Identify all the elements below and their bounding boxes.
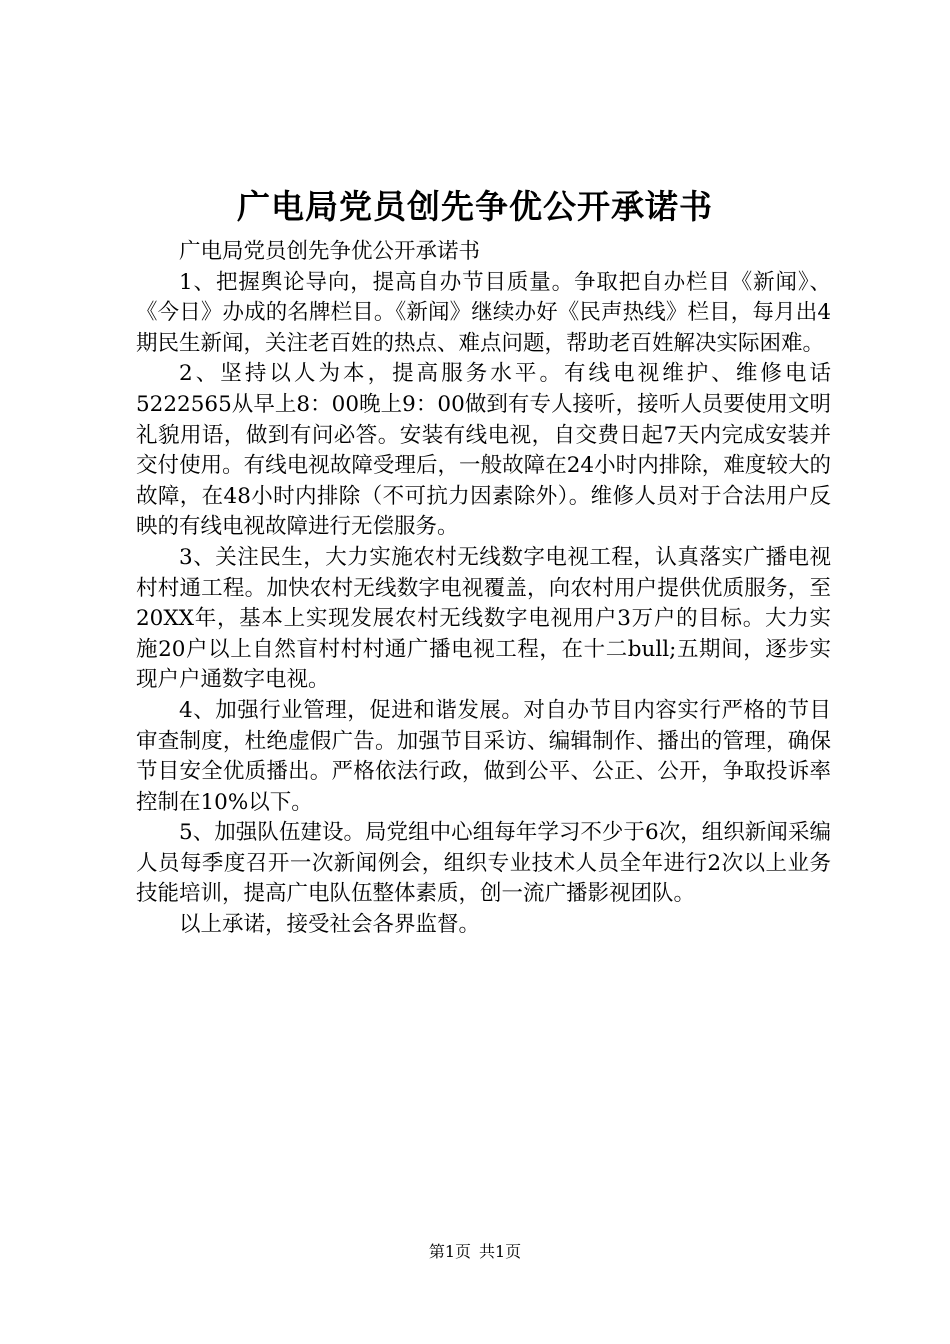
paragraph-item-3: 3、关注民生，大力实施农村无线数字电视工程，认真落实广播电视村村通工程。加快农村无线数字电视覆盖，向农村用户提供优质服务，至20XX年，基本上实现发展农村无线数字电视用户3万户的目标。大力实施20户以上自然盲村村村通广播电视工程，在十二bull;五期间，逐步实现户户通数字电视。 [136, 544, 831, 693]
page-number: 第1页 [428, 1242, 471, 1261]
paragraph-item-1: 1、把握舆论导向，提高自办节目质量。争取把自办栏目《新闻》、《今日》办成的名牌栏目。《新闻》继续办好《民声热线》栏目，每月出4期民生新闻，关注老百姓的热点、难点问题，帮助老百姓解决实际困难。 [136, 269, 831, 356]
document-title: 广电局党员创先争优公开承诺书 [237, 187, 713, 226]
page-total: 共1页 [479, 1242, 522, 1261]
page-footer [0, 1240, 950, 1264]
paragraph-item-4: 4、加强行业管理，促进和谐发展。对自办节目内容实行严格的节目审查制度，杜绝虚假广告。加强节目采访、编辑制作、播出的管理，确保节目安全优质播出。严格依法行政，做到公平、公正、公开，争取投诉率控制在10%以下。 [136, 697, 831, 815]
document-body [136, 237, 831, 941]
paragraph-item-5: 5、加强队伍建设。局党组中心组每年学习不少于6次，组织新闻采编人员每季度召开一次新闻例会，组织专业技术人员全年进行2次以上业务技能培训，提高广电队伍整体素质，创一流广播影视团队。 [136, 820, 831, 907]
paragraph-closing: 以上承诺，接受社会各界监督。 [179, 912, 481, 938]
paragraph-subtitle: 广电局党员创先争优公开承诺书 [179, 239, 481, 264]
paragraph-item-2: 2、坚持以人为本，提高服务水平。有线电视维护、维修电话5222565从早上8：00晚上9：00做到有专人接听，接听人员要使用文明礼貌用语，做到有问必答。安装有线电视，自交费日起7天内完成安装并交付使用。有线电视故障受理后，一般故障在24小时内排除，难度较大的故障，在48小时内排除（不可抗力因素除外）。维修人员对于合法用户反映的有线电视故障进行无偿服务。 [136, 361, 831, 540]
